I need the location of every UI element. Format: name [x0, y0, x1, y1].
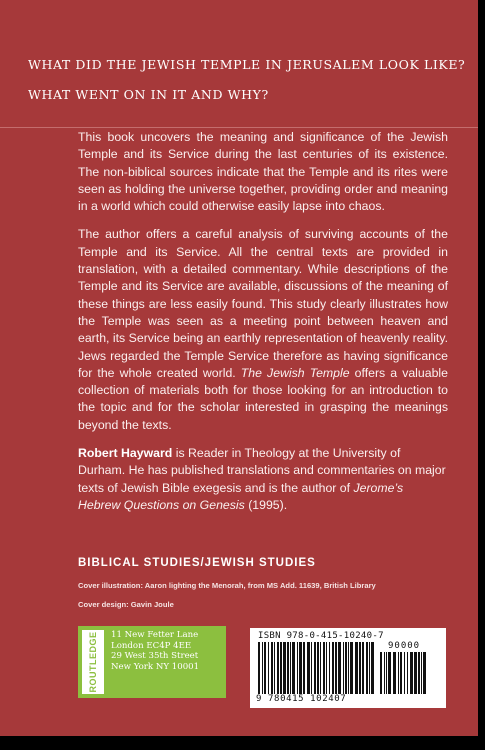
barcode-bar: [303, 642, 305, 694]
barcode-bar: [323, 642, 325, 694]
barcode-bar: [320, 642, 321, 694]
author-bio-text-b: (1995).: [244, 497, 288, 512]
barcode-bar: [329, 642, 330, 694]
price-addon-number: 90000: [388, 641, 421, 651]
barcode-bar: [299, 642, 302, 694]
publisher-block: [78, 626, 226, 698]
barcode-bar: [290, 642, 291, 694]
barcode-bar: [292, 642, 295, 694]
blurb-p2-text-b: offers a valuable collection of materials both for those looking for an introduction to the topic and for the scholar interested in grasping the meanings beyond the texts.: [78, 365, 448, 432]
barcode-bar: [410, 652, 413, 694]
book-title-ref: The Jewish Temple: [240, 365, 350, 380]
barcode-bar: [326, 642, 327, 694]
illustration-credit: Cover illustration: Aaron lighting the Menorah, from MS Add. 11639, British Library: [78, 581, 376, 590]
address-line-4: New York NY 10001: [111, 661, 200, 672]
barcode-bar: [362, 642, 364, 694]
barcode-bar: [314, 642, 316, 694]
barcode-bar: [393, 652, 396, 694]
barcode-bar: [277, 642, 279, 694]
design-credit: Cover design: Gavin Joule: [78, 600, 174, 609]
headline: [28, 50, 465, 110]
blurb-paragraph-2: [78, 226, 448, 434]
barcode-bar: [262, 642, 263, 694]
publisher-address: [111, 630, 199, 672]
ean-number: 9 780415 102407: [256, 694, 347, 704]
barcode-bar: [317, 642, 319, 694]
address-line-2: London EC4P 4EE: [111, 640, 192, 651]
address-line-1: 11 New Fetter Lane: [111, 630, 199, 640]
barcode-bar: [355, 642, 358, 694]
barcode-bar: [332, 642, 334, 694]
barcode-bar: [348, 642, 349, 694]
barcode-bar: [271, 642, 273, 694]
barcode-bar: [343, 642, 344, 694]
barcode-bar: [380, 652, 382, 694]
blurb-p2-text-a: The author offers a careful analysis of surviving accounts of the Temple and its Service. All the central texts are provided in translation, with a detailed commentary. While descriptions of the Temple and its Service are available, discussions of the meaning of these things are less easily found. This study clearly illustrates how the Temple was seen as a meeting point between heaven and earth, its Service being an earthly representation of heavenly reality. Jews regarded the Temple Service therefore as having significance for the whole created world.: [78, 227, 448, 380]
barcode-bar: [338, 642, 341, 694]
barcode-bar: [418, 652, 420, 694]
barcode-bar: [386, 652, 387, 694]
barcode-panel: [250, 628, 446, 708]
address-line-3: 29 West 35th Street: [111, 651, 199, 662]
barcode-bar: [400, 652, 402, 694]
blurb: [78, 129, 448, 525]
author-bio: [78, 445, 448, 514]
barcode-bar: [335, 642, 337, 694]
barcode-bar: [307, 642, 310, 694]
barcode-bar: [414, 652, 417, 694]
barcode-bar: [366, 642, 368, 694]
barcode-bar: [283, 642, 286, 694]
ean-barcode: [258, 642, 374, 694]
author-name: Robert Hayward: [78, 446, 173, 461]
publisher-logo-text: ROUTLEDGE: [88, 631, 98, 693]
author-bio-text-a: is Reader in Theology at the University of Durham. He has published translations and commentaries on major texts of Jewish Bible exegesis and is the author of: [78, 446, 446, 495]
barcode-bar: [404, 652, 405, 694]
publisher-logo: [82, 630, 104, 694]
barcode-bar: [264, 642, 266, 694]
divider: [0, 127, 478, 128]
barcode-bar: [311, 642, 312, 694]
barcode-bar: [423, 652, 426, 694]
barcode-bar: [388, 652, 391, 694]
headline-line-2: WHAT WENT ON IN IT AND WHY?: [28, 87, 269, 102]
barcode-bar: [384, 652, 385, 694]
barcode-bar: [274, 642, 275, 694]
barcode-bar: [297, 642, 298, 694]
blurb-paragraph-1: This book uncovers the meaning and significance of the Jewish Temple and its Service during the last centuries of its existence. The non-biblical sources indicate that the Temple and its rites were seen as holding the universe together, providing order and meaning in a world which could otherwise easily lapse into chaos.: [78, 130, 448, 214]
barcode-bar: [268, 642, 269, 694]
barcode-bar: [287, 642, 289, 694]
barcode-bar: [345, 642, 347, 694]
headline-line-1: WHAT DID THE JEWISH TEMPLE IN JERUSALEM LOOK LIKE?: [28, 57, 466, 72]
barcode-bar: [369, 642, 370, 694]
barcode-bar: [371, 642, 374, 694]
addon-barcode: [380, 652, 430, 694]
previous-book-title: Jerome’s Hebrew Questions on Genesis: [78, 480, 404, 512]
barcode-bar: [359, 642, 361, 694]
barcode-bar: [280, 642, 282, 694]
barcode-bar: [407, 652, 408, 694]
subject-category: BIBLICAL STUDIES/JEWISH STUDIES: [78, 557, 316, 569]
barcode-bar: [398, 652, 399, 694]
barcode-bar: [258, 642, 260, 694]
barcode-bar: [421, 652, 422, 694]
barcode-bar: [350, 642, 353, 694]
isbn-text: ISBN 978-0-415-10240-7: [258, 631, 384, 641]
